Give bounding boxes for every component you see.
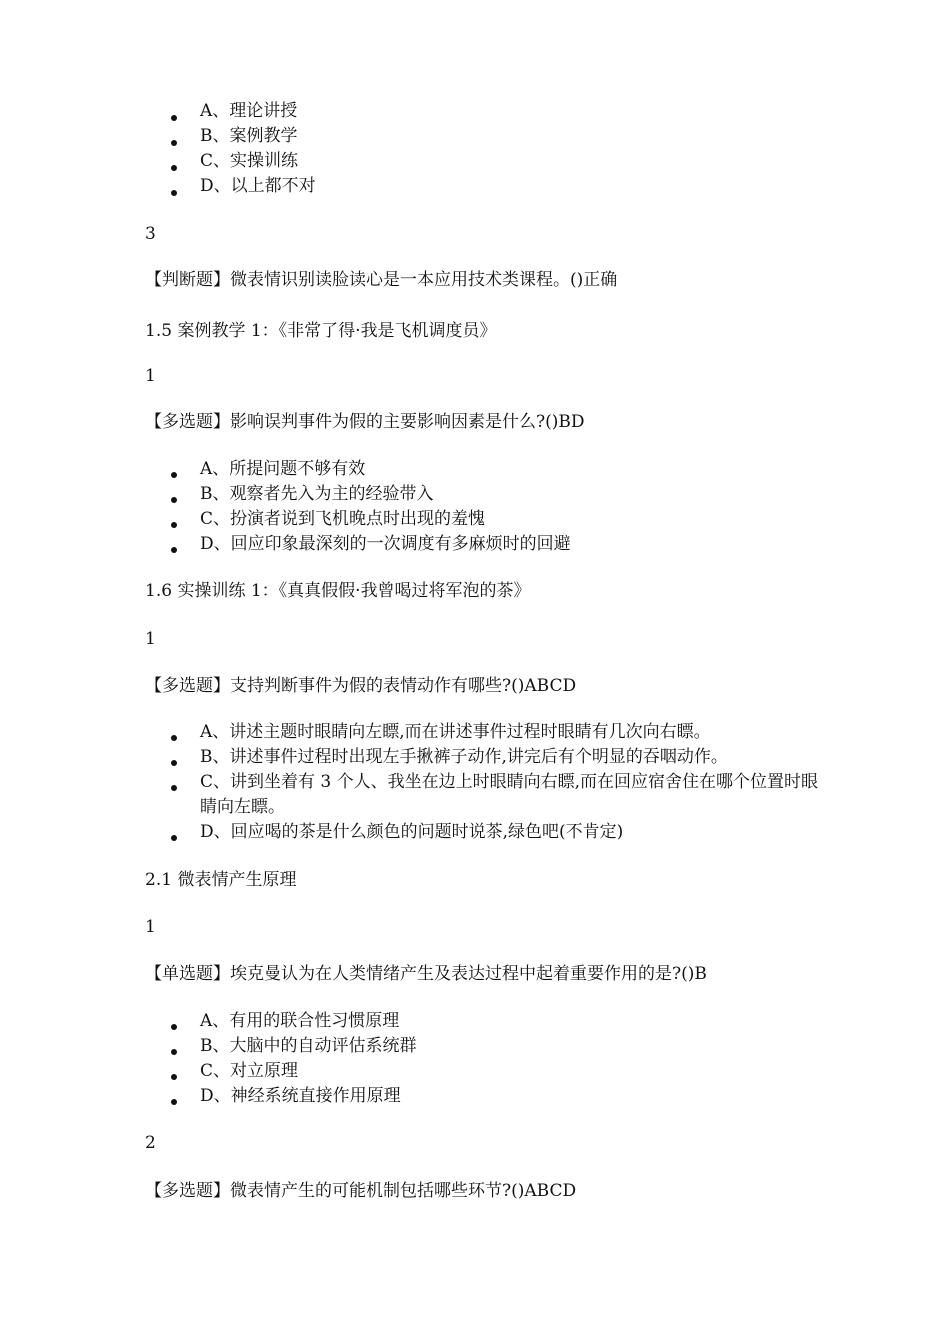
question-number: 2 [145, 1133, 156, 1153]
bullet [171, 190, 177, 196]
question-number: 1 [145, 917, 156, 937]
option-c: C、扮演者说到飞机晚点时出现的羞愧 [200, 509, 486, 529]
bullet [171, 1049, 177, 1055]
bullet [171, 140, 177, 146]
question-text: 【多选题】影响误判事件为假的主要影响因素是什么?()BD [145, 412, 585, 432]
bullet [171, 547, 177, 553]
option-c: C、对立原理 [200, 1061, 299, 1081]
option-d: D、回应印象最深刻的一次调度有多麻烦时的回避 [200, 534, 571, 554]
question-text: 【判断题】微表情识别读脸读心是一本应用技术类课程。()正确 [145, 270, 618, 290]
section-heading: 1.5 案例教学 1：《非常了得·我是飞机调度员》 [145, 321, 497, 341]
option-a: A、有用的联合性习惯原理 [200, 1011, 400, 1031]
bullet [171, 115, 177, 121]
bullet [171, 785, 177, 791]
question-number: 3 [145, 224, 156, 244]
question-text: 【多选题】微表情产生的可能机制包括哪些环节?()ABCD [145, 1181, 577, 1201]
section-heading: 2.1 微表情产生原理 [145, 870, 297, 890]
bullet [171, 1024, 177, 1030]
bullet [171, 472, 177, 478]
question-number: 1 [145, 629, 156, 649]
option-b: B、观察者先入为主的经验带入 [200, 484, 434, 504]
bullet [171, 497, 177, 503]
bullet [171, 165, 177, 171]
question-text: 【单选题】埃克曼认为在人类情绪产生及表达过程中起着重要作用的是?()B [145, 964, 707, 984]
option-d: D、神经系统直接作用原理 [200, 1086, 401, 1106]
bullet [171, 1074, 177, 1080]
option-b: B、大脑中的自动评估系统群 [200, 1036, 417, 1056]
bullet [171, 522, 177, 528]
option-a: A、所提问题不够有效 [200, 459, 366, 479]
question-number: 1 [145, 366, 156, 386]
question-text: 【多选题】支持判断事件为假的表情动作有哪些?()ABCD [145, 676, 577, 696]
bullet [171, 1099, 177, 1105]
option-c: C、讲到坐着有 3 个人、我坐在边上时眼睛向右瞟,而在回应宿舍住在哪个位置时眼睛向左瞟。 [200, 772, 819, 817]
option-c: C、实操训练 [200, 151, 299, 171]
option-d: D、回应喝的茶是什么颜色的问题时说茶,绿色吧(不肯定) [200, 822, 624, 842]
option-a: A、理论讲授 [200, 101, 298, 121]
bullet [171, 835, 177, 841]
option-a: A、讲述主题时眼睛向左瞟,而在讲述事件过程时眼睛有几次向右瞟。 [200, 722, 711, 742]
bullet [171, 760, 177, 766]
bullet [171, 735, 177, 741]
option-b: B、讲述事件过程时出现左手揪裤子动作,讲完后有个明显的吞咽动作。 [200, 747, 728, 767]
option-b: B、案例教学 [200, 126, 298, 146]
option-d: D、以上都不对 [200, 176, 316, 196]
section-heading: 1.6 实操训练 1：《真真假假·我曾喝过将军泡的茶》 [145, 581, 531, 601]
